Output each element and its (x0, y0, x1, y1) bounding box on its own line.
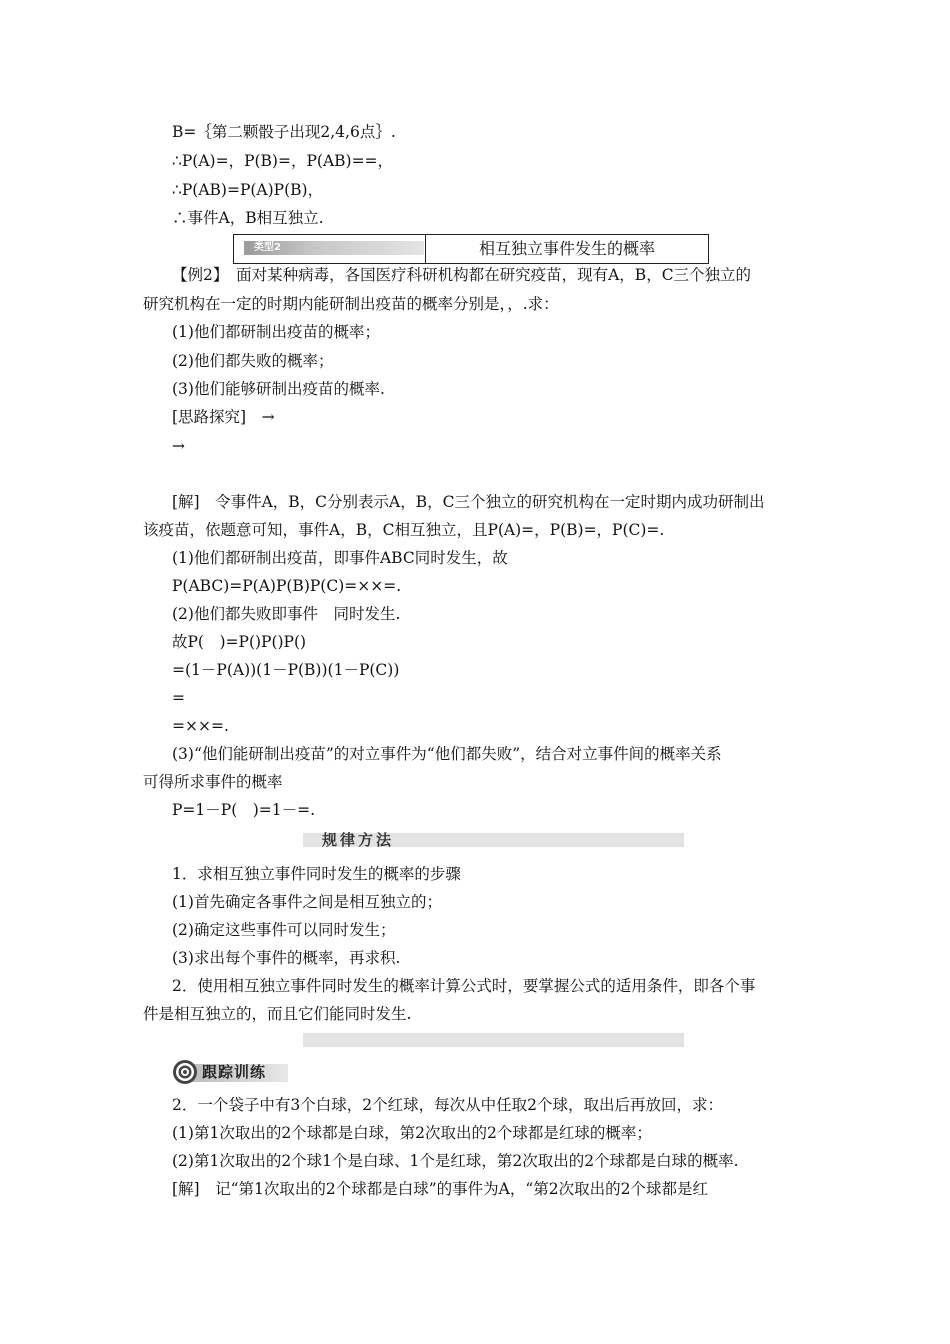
solution-line-5: (2)他们都失败即事件 同时发生. (172, 605, 401, 623)
training-line-3: (2)第1次取出的2个球1个是白球、1个是红球，第2次取出的2个球都是白球的概率. (172, 1152, 739, 1170)
type-header-box (233, 234, 709, 264)
method-line-5: 2．使用相互独立事件同时发生的概率计算公式时，要掌握公式的适用条件，即各个事 (172, 977, 756, 995)
training-line-1: 2．一个袋子中有3个白球，2个红球，每次从中任取2个球，取出后再放回，求： (172, 1096, 723, 1114)
method-title: 规律方法 (322, 831, 395, 849)
type-tag (244, 241, 424, 255)
solution-line-11: 可得所求事件的概率 (143, 773, 283, 791)
solution-line-10: (3)“他们能研制出疫苗”的对立事件为“他们都失败”，结合对立事件间的概率关系 (172, 745, 722, 763)
intro-line-1: B=｛第二颗骰子出现2,4,6点｝. (172, 123, 396, 141)
solution-line-3: (1)他们都研制出疫苗，即事件ABC同时发生，故 (172, 549, 508, 567)
method-line-6: 件是相互独立的，而且它们能同时发生. (143, 1005, 412, 1023)
divider-band (303, 1033, 684, 1047)
training-line-4: [解] 记“第1次取出的2个球都是白球”的事件为A，“第2次取出的2个球都是红 (172, 1180, 709, 1198)
solution-line-6: 故P( )=P()P()P() (172, 633, 307, 651)
solution-line-12: P=1－P( )=1－=. (172, 801, 316, 819)
explore-label: [思路探究] → (172, 408, 275, 426)
training-line-2: (1)第1次取出的2个球都是白球，第2次取出的2个球都是红球的概率； (172, 1124, 652, 1142)
method-line-1: 1．求相互独立事件同时发生的概率的步骤 (172, 865, 461, 883)
example-line-2: 研究机构在一定的时期内能研制出疫苗的概率分别是，，.求： (143, 295, 559, 313)
solution-line-1: [解] 令事件A，B，C分别表示A，B，C三个独立的研究机构在一定时期内成功研制出 (172, 493, 765, 511)
method-line-2: (1)首先确定各事件之间是相互独立的； (172, 893, 442, 911)
intro-line-4: ∴事件A，B相互独立. (172, 209, 324, 227)
example-line-1: 【例2】 面对某种病毒，各国医疗科研机构都在研究疫苗，现有A，B，C三个独立的 (172, 266, 752, 284)
example-question-2: (2)他们都失败的概率； (172, 352, 334, 370)
training-header (172, 1059, 288, 1085)
target-icon (172, 1059, 198, 1085)
example-question-3: (3)他们能够研制出疫苗的概率. (172, 380, 385, 398)
intro-line-2: ∴P(A)=，P(B)=，P(AB)==， (172, 152, 394, 170)
solution-line-7: =(1－P(A))(1－P(B))(1－P(C)) (172, 661, 400, 679)
solution-line-4: P(ABC)=P(A)P(B)P(C)=××=. (172, 577, 402, 595)
method-line-3: (2)确定这些事件可以同时发生； (172, 921, 396, 939)
training-title: 跟踪训练 (202, 1063, 267, 1081)
method-line-4: (3)求出每个事件的概率，再求积. (172, 949, 401, 967)
example-question-1: (1)他们都研制出疫苗的概率； (172, 323, 380, 341)
solution-line-2: 该疫苗，依题意可知，事件A，B，C相互独立，且P(A)=，P(B)=，P(C)=. (143, 521, 665, 539)
type-title: 相互独立事件发生的概率 (478, 239, 655, 258)
type-tag-label: 类型2 (254, 242, 281, 253)
solution-line-8: = (172, 689, 185, 707)
solution-line-9: =××=. (172, 717, 229, 735)
explore-arrow: → (172, 437, 185, 455)
intro-line-3: ∴P(AB)=P(A)P(B)， (172, 181, 324, 199)
